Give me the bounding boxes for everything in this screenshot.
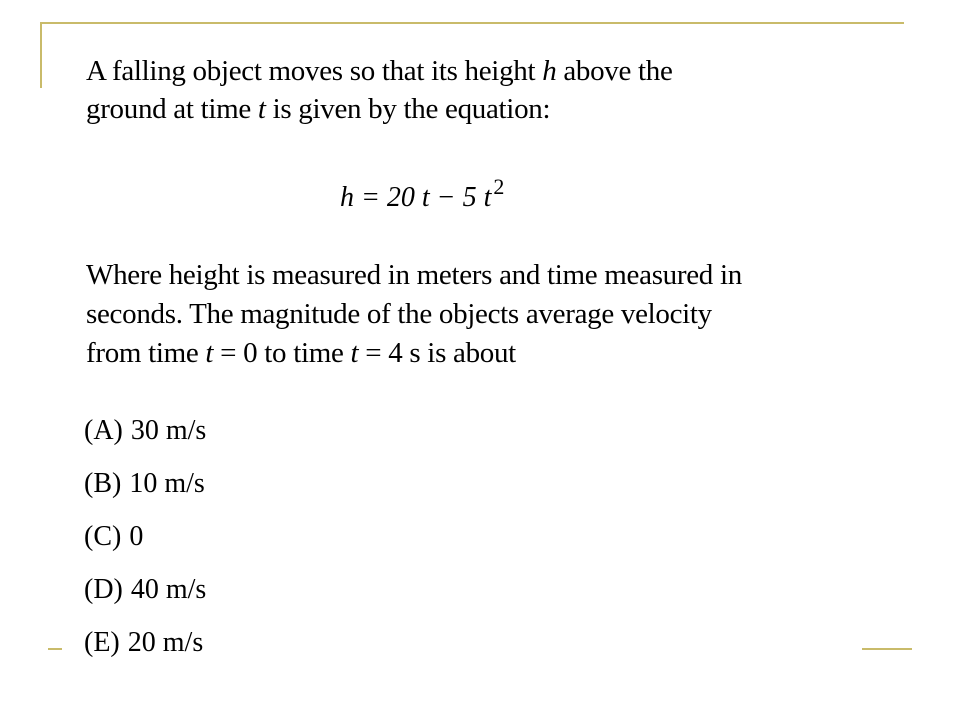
choice-a[interactable] bbox=[84, 414, 206, 467]
choice-text: 10 m/s bbox=[129, 468, 205, 499]
problem-stem bbox=[86, 52, 866, 128]
choice-e[interactable] bbox=[84, 626, 206, 679]
choice-b[interactable] bbox=[84, 467, 206, 520]
stem-line-1 bbox=[86, 52, 866, 90]
answer-choices bbox=[84, 414, 206, 679]
stem-text: ground at time bbox=[86, 93, 258, 125]
question-line-3 bbox=[86, 334, 886, 373]
choice-letter: (E) bbox=[84, 627, 120, 658]
equation-exponent: 2 bbox=[493, 174, 505, 199]
variable-t: t bbox=[350, 337, 359, 369]
question-text-part: from time bbox=[86, 337, 206, 369]
variable-t: t bbox=[257, 93, 266, 125]
stem-text: is given by the equation: bbox=[265, 93, 551, 125]
accent-line-bottom-left bbox=[48, 648, 62, 650]
choice-d[interactable] bbox=[84, 573, 206, 626]
question-line-2: seconds. The magnitude of the objects average velocity bbox=[86, 298, 712, 330]
variable-h: h bbox=[542, 55, 557, 87]
stem-text: A falling object moves so that its height bbox=[86, 55, 543, 87]
stem-text: above the bbox=[556, 55, 673, 87]
variable-t: t bbox=[205, 337, 214, 369]
question-text-part: = 0 to time bbox=[213, 337, 351, 369]
stem-line-2 bbox=[86, 90, 866, 128]
question-line-1: Where height is measured in meters and time measured in bbox=[86, 259, 742, 291]
choice-letter: (A) bbox=[84, 415, 123, 446]
choice-text: 40 m/s bbox=[130, 574, 207, 605]
choice-c[interactable] bbox=[84, 520, 206, 573]
accent-line-bottom-right bbox=[862, 648, 912, 650]
accent-line-left bbox=[40, 22, 42, 88]
question-text-part: = 4 s is about bbox=[358, 337, 516, 369]
choice-text: 20 m/s bbox=[127, 627, 204, 658]
choice-text: 0 bbox=[129, 521, 144, 552]
height-equation bbox=[340, 174, 505, 219]
question-text bbox=[86, 256, 886, 373]
choice-letter: (B) bbox=[84, 468, 122, 499]
choice-letter: (C) bbox=[84, 521, 122, 552]
equation-body: h = 20 t − 5 t bbox=[340, 182, 492, 213]
accent-line-top bbox=[40, 22, 904, 24]
choice-letter: (D) bbox=[84, 574, 123, 605]
choice-text: 30 m/s bbox=[130, 415, 207, 446]
